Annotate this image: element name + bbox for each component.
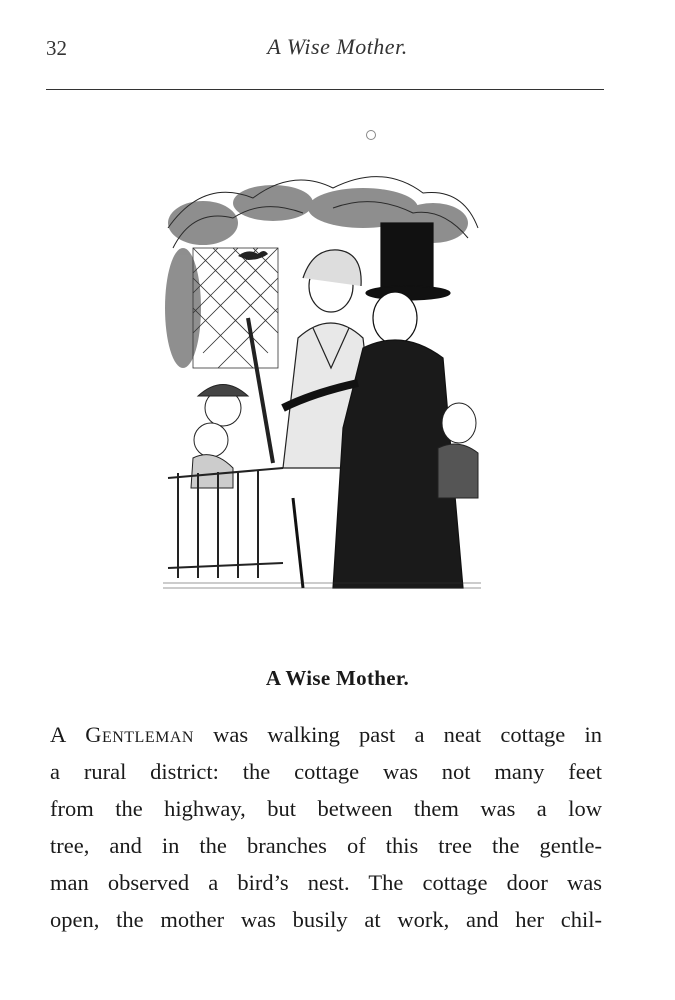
text-line: tree, and in the branches of this tree the gentle- <box>50 833 602 858</box>
running-title: A Wise Mother. <box>267 34 408 59</box>
article-title: A Wise Mother. <box>265 666 410 690</box>
running-head <box>0 0 675 95</box>
ornament-mark <box>366 130 376 140</box>
page-number: 32 <box>46 36 67 60</box>
text-line: man observed a bird’s nest. The cottage door was <box>50 870 602 895</box>
engraving-illustration <box>163 168 481 592</box>
text-line: a rural district: the cottage was not many feet <box>50 759 602 784</box>
lead-word: A Gentleman <box>50 722 194 747</box>
text-line: from the highway, but between them was a low <box>50 796 602 821</box>
text-line: open, the mother was busily at work, and her chil- <box>50 907 602 932</box>
article-body <box>50 716 602 938</box>
header-rule <box>46 89 604 90</box>
text-line-content: was walking past a neat cottage in <box>193 722 602 747</box>
text-line <box>50 716 602 753</box>
